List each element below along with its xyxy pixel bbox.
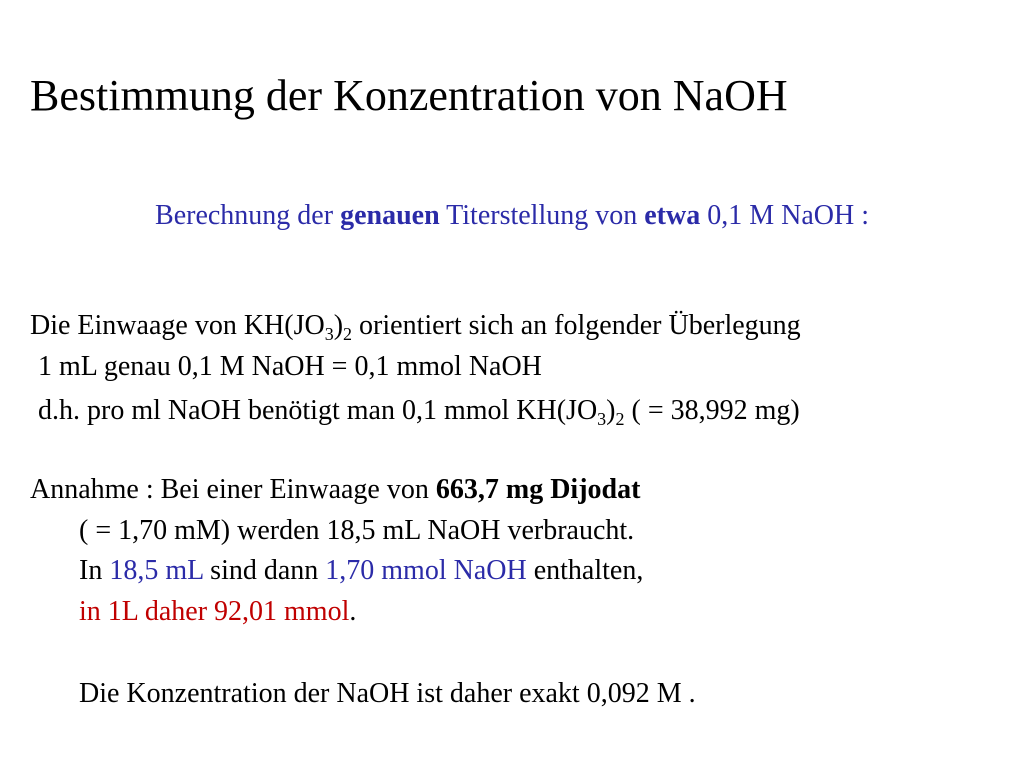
line7-red-result: in 1L daher 92,01 mmol [79, 596, 350, 627]
text-line-naoh-ml: 1 mL genau 0,1 M NaOH = 0,1 mmol NaOH [38, 351, 542, 382]
line3-text-pre: d.h. pro ml NaOH benötigt man 0,1 mmol KH(JO [38, 395, 598, 426]
line1-subscript-2: 2 [343, 324, 353, 344]
line3-subscript-2: 2 [615, 409, 625, 429]
text-line-pro-ml [38, 393, 800, 429]
line6-text-mid: sind dann [203, 555, 326, 586]
line4-text-pre: Annahme : Bei einer Einwaage von [30, 474, 436, 505]
text-line-einwaage [30, 308, 801, 344]
slide-title: Bestimmung der Konzentration von NaOH [30, 71, 788, 120]
subtitle-text-2: Titerstellung von [439, 200, 645, 231]
slide-subtitle [0, 196, 1024, 236]
line4-bold-dijodat: 663,7 mg Dijodat [435, 474, 641, 505]
line6-blue-volume: 18,5 mL [109, 555, 204, 586]
subtitle-text-3: 0,1 M NaOH : [700, 200, 869, 231]
line3-subscript-3: 3 [597, 409, 607, 429]
line3-text-mid: ) [606, 395, 616, 426]
text-line-verbraucht: ( = 1,70 mM) werden 18,5 mL NaOH verbraucht. [79, 515, 635, 546]
line6-blue-mmol: 1,70 mmol NaOH [325, 555, 527, 586]
line1-text-pre: Die Einwaage von KH(JO [30, 310, 325, 341]
text-line-annahme [30, 472, 640, 508]
line7-text-post: . [349, 596, 357, 627]
text-line-enthalten [79, 553, 643, 589]
text-line-daher [79, 594, 356, 630]
subtitle-bold-etwa: etwa [644, 200, 701, 231]
line3-text-post: ( = 38,992 mg) [624, 395, 800, 426]
subtitle-bold-genauen: genauen [340, 200, 440, 231]
line1-text-mid: ) [333, 310, 344, 341]
line6-text-post: enthalten, [526, 555, 644, 586]
text-line-konzentration: Die Konzentration der NaOH ist daher exakt 0,092 M . [79, 678, 696, 709]
line1-text-post: orientiert sich an folgender Überlegung [352, 310, 801, 341]
line1-subscript-3: 3 [324, 324, 334, 344]
line6-text-pre: In [79, 555, 110, 586]
subtitle-text-1: Berechnung der [155, 200, 341, 231]
